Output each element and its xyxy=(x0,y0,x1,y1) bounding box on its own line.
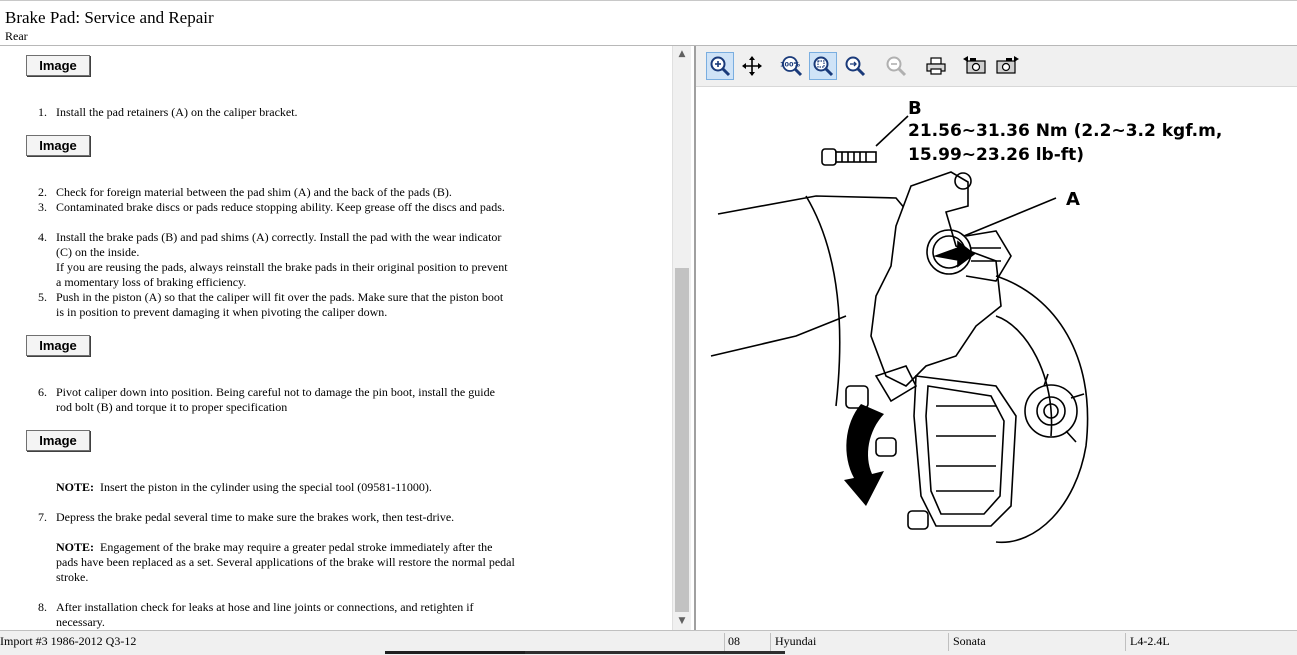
step-number: 7. xyxy=(38,510,47,524)
image-button-3[interactable]: Image xyxy=(26,335,90,356)
step-6 xyxy=(38,385,508,415)
status-model: Sonata xyxy=(953,634,986,648)
scroll-up-arrow-icon[interactable]: ▲ xyxy=(678,49,686,59)
diagram-label-b: B xyxy=(908,98,922,119)
status-divider xyxy=(948,633,949,651)
step-number: 5. xyxy=(38,290,47,304)
scroll-down-arrow-icon[interactable]: ▼ xyxy=(678,616,686,626)
step-1 xyxy=(38,105,508,120)
note-text: Insert the piston in the cylinder using the special tool (09581-11000). xyxy=(100,480,432,494)
step-text: Contaminated brake discs or pads reduce stopping ability. Keep grease off the discs and pads. xyxy=(56,200,505,214)
status-divider xyxy=(1125,633,1126,651)
step-number: 4. xyxy=(38,230,47,244)
status-divider xyxy=(770,633,771,651)
step-text: Install the brake pads (B) and pad shims (A) correctly. Install the pad with the wear indicator (C) on the inside. xyxy=(56,230,502,259)
brake-caliper-diagram xyxy=(696,86,1297,630)
step-3 xyxy=(38,200,508,215)
zoom-100-label: 100% xyxy=(780,60,801,69)
zoom-in-icon[interactable] xyxy=(706,52,734,80)
pan-icon[interactable] xyxy=(738,52,766,80)
step-text-continued: If you are reusing the pads, always reinstall the brake pads in their original position to prevent a momentary loss of braking efficiency. xyxy=(56,260,508,289)
image-button-4[interactable]: Image xyxy=(26,430,90,451)
status-engine: L4-2.4L xyxy=(1130,634,1170,648)
document-header xyxy=(0,5,1297,45)
image-button-1[interactable]: Image xyxy=(26,55,90,76)
step-5 xyxy=(38,290,508,320)
step-text: Check for foreign material between the pad shim (A) and the back of the pads (B). xyxy=(56,185,452,199)
page-title: Brake Pad: Service and Repair xyxy=(5,8,214,27)
note-2 xyxy=(56,540,516,585)
note-1 xyxy=(56,480,516,495)
step-text: Pivot caliper down into position. Being careful not to damage the pin boot, install the guide rod bolt (B) and torque it to proper specification xyxy=(56,385,495,414)
step-number: 3. xyxy=(38,200,47,214)
step-2 xyxy=(38,185,508,200)
zoom-100-icon[interactable] xyxy=(778,52,806,80)
previous-image-icon[interactable] xyxy=(961,52,989,80)
step-text: Push in the piston (A) so that the caliper will fit over the pads. Make sure that the piston boot is in position to prevent damaging it when pivoting the caliper down. xyxy=(56,290,504,319)
note-label: NOTE: xyxy=(56,540,95,554)
scroll-thumb[interactable] xyxy=(675,268,689,612)
step-number: 6. xyxy=(38,385,47,399)
torque-spec-line-1: 21.56~31.36 Nm (2.2~3.2 kgf.m, xyxy=(908,121,1223,141)
diagram-label-a: A xyxy=(1066,189,1080,210)
step-text: Install the pad retainers (A) on the caliper bracket. xyxy=(56,105,298,119)
zoom-window-icon[interactable] xyxy=(841,52,869,80)
image-toolbar xyxy=(696,46,1297,87)
step-8 xyxy=(38,600,508,630)
step-4 xyxy=(38,230,508,290)
status-divider xyxy=(724,633,725,651)
step-text: Depress the brake pedal several time to make sure the brakes work, then test-drive. xyxy=(56,510,455,524)
caliper-line-art xyxy=(711,116,1088,542)
step-number: 1. xyxy=(38,105,47,119)
image-viewer-pane xyxy=(696,46,1297,630)
procedure-text-pane[interactable] xyxy=(0,46,672,630)
note-label: NOTE: xyxy=(56,480,95,494)
torque-spec-line-2: 15.99~23.26 lb-ft) xyxy=(908,145,1085,165)
note-text: Engagement of the brake may require a greater pedal stroke immediately after the pads have been replaced as a set. Several applications of the brake will restore the normal pedal stroke. xyxy=(56,540,515,584)
page-subtitle: Rear xyxy=(5,29,28,43)
step-number: 2. xyxy=(38,185,47,199)
step-text: After installation check for leaks at hose and line joints or connections, and retighten if necessary. xyxy=(56,600,474,629)
step-number: 8. xyxy=(38,600,47,614)
zoom-out-icon[interactable] xyxy=(882,52,910,80)
status-year: 08 xyxy=(728,634,740,648)
status-source: Import #3 1986-2012 Q3-12 xyxy=(0,634,137,648)
status-make: Hyundai xyxy=(775,634,817,648)
next-image-icon[interactable] xyxy=(993,52,1021,80)
step-7 xyxy=(38,510,508,525)
print-icon[interactable] xyxy=(922,52,950,80)
text-pane-scrollbar[interactable] xyxy=(672,46,691,630)
image-button-2[interactable]: Image xyxy=(26,135,90,156)
zoom-fit-icon[interactable] xyxy=(809,52,837,80)
